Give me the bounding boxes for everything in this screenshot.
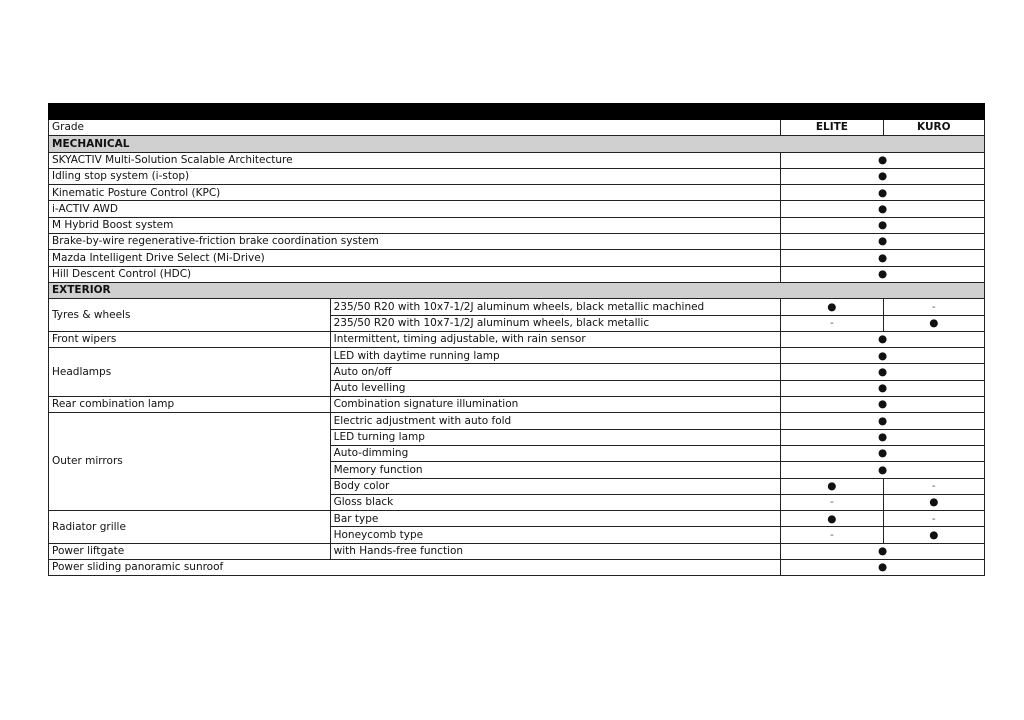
- table-row: [49, 543, 985, 559]
- table-row: [49, 397, 985, 413]
- standard-mark: ●: [883, 315, 984, 331]
- standard-mark: ●: [781, 201, 985, 217]
- feature-label: Kinematic Posture Control (KPC): [49, 185, 781, 201]
- option-label: Honeycomb type: [330, 527, 781, 543]
- standard-mark: ●: [781, 234, 985, 250]
- option-label: Combination signature illumination: [330, 397, 781, 413]
- standard-mark: ●: [781, 299, 883, 315]
- grade-label: Grade: [49, 120, 781, 136]
- standard-mark: ●: [781, 331, 985, 347]
- option-label: Electric adjustment with auto fold: [330, 413, 781, 429]
- feature-label: Power liftgate: [49, 543, 331, 559]
- section-exterior: [49, 282, 985, 298]
- option-label: LED turning lamp: [330, 429, 781, 445]
- standard-mark: ●: [781, 364, 985, 380]
- table-row: [49, 201, 985, 217]
- feature-label: Front wipers: [49, 331, 331, 347]
- standard-mark: ●: [781, 511, 883, 527]
- grade-elite: ELITE: [781, 120, 883, 136]
- feature-label: i-ACTIV AWD: [49, 201, 781, 217]
- standard-mark: ●: [781, 217, 985, 233]
- table-row: [49, 250, 985, 266]
- section-mechanical: [49, 136, 985, 152]
- spec-table: [48, 103, 985, 576]
- standard-mark: ●: [781, 168, 985, 184]
- table-row: [49, 348, 985, 364]
- section-title: EXTERIOR: [49, 282, 985, 298]
- section-title: MECHANICAL: [49, 136, 985, 152]
- standard-mark: ●: [781, 478, 883, 494]
- not-available-mark: -: [883, 299, 984, 315]
- option-label: 235/50 R20 with 10x7-1/2J aluminum wheels, black metallic: [330, 315, 781, 331]
- feature-label: Rear combination lamp: [49, 397, 331, 413]
- not-available-mark: -: [883, 478, 984, 494]
- table-row: [49, 152, 985, 168]
- table-row: [49, 234, 985, 250]
- table-row: [49, 168, 985, 184]
- not-available-mark: -: [781, 315, 883, 331]
- table-row: [49, 266, 985, 282]
- feature-label: Radiator grille: [49, 511, 331, 544]
- option-label: Auto on/off: [330, 364, 781, 380]
- option-label: Auto levelling: [330, 380, 781, 396]
- table-row: [49, 217, 985, 233]
- feature-label: Hill Descent Control (HDC): [49, 266, 781, 282]
- feature-label: Power sliding panoramic sunroof: [49, 560, 781, 576]
- table-row: [49, 511, 985, 527]
- standard-mark: ●: [781, 462, 985, 478]
- option-label: with Hands-free function: [330, 543, 781, 559]
- standard-mark: ●: [781, 380, 985, 396]
- table-header-bar: [49, 104, 985, 120]
- option-label: Bar type: [330, 511, 781, 527]
- standard-mark: ●: [781, 413, 985, 429]
- not-available-mark: -: [883, 511, 984, 527]
- option-label: 235/50 R20 with 10x7-1/2J aluminum wheels, black metallic machined: [330, 299, 781, 315]
- standard-mark: ●: [883, 494, 984, 510]
- table-row: [49, 331, 985, 347]
- not-available-mark: -: [781, 494, 883, 510]
- feature-label: M Hybrid Boost system: [49, 217, 781, 233]
- grade-row: [49, 120, 985, 136]
- standard-mark: ●: [781, 266, 985, 282]
- option-label: Gloss black: [330, 494, 781, 510]
- table-row: [49, 185, 985, 201]
- feature-label: Outer mirrors: [49, 413, 331, 511]
- option-label: LED with daytime running lamp: [330, 348, 781, 364]
- option-label: Intermittent, timing adjustable, with rain sensor: [330, 331, 781, 347]
- standard-mark: ●: [781, 152, 985, 168]
- standard-mark: ●: [781, 397, 985, 413]
- option-label: Memory function: [330, 462, 781, 478]
- table-row: [49, 413, 985, 429]
- standard-mark: ●: [781, 185, 985, 201]
- not-available-mark: -: [781, 527, 883, 543]
- standard-mark: ●: [781, 250, 985, 266]
- option-label: Auto-dimming: [330, 445, 781, 461]
- table-row: [49, 560, 985, 576]
- standard-mark: ●: [883, 527, 984, 543]
- option-label: Body color: [330, 478, 781, 494]
- standard-mark: ●: [781, 429, 985, 445]
- standard-mark: ●: [781, 445, 985, 461]
- feature-label: Brake-by-wire regenerative-friction brake coordination system: [49, 234, 781, 250]
- standard-mark: ●: [781, 560, 985, 576]
- feature-label: Idling stop system (i-stop): [49, 168, 781, 184]
- standard-mark: ●: [781, 543, 985, 559]
- feature-label: Headlamps: [49, 348, 331, 397]
- table-row: [49, 299, 985, 315]
- feature-label: SKYACTIV Multi-Solution Scalable Architecture: [49, 152, 781, 168]
- standard-mark: ●: [781, 348, 985, 364]
- feature-label: Mazda Intelligent Drive Select (Mi-Drive): [49, 250, 781, 266]
- feature-label: Tyres & wheels: [49, 299, 331, 332]
- grade-kuro: KURO: [883, 120, 984, 136]
